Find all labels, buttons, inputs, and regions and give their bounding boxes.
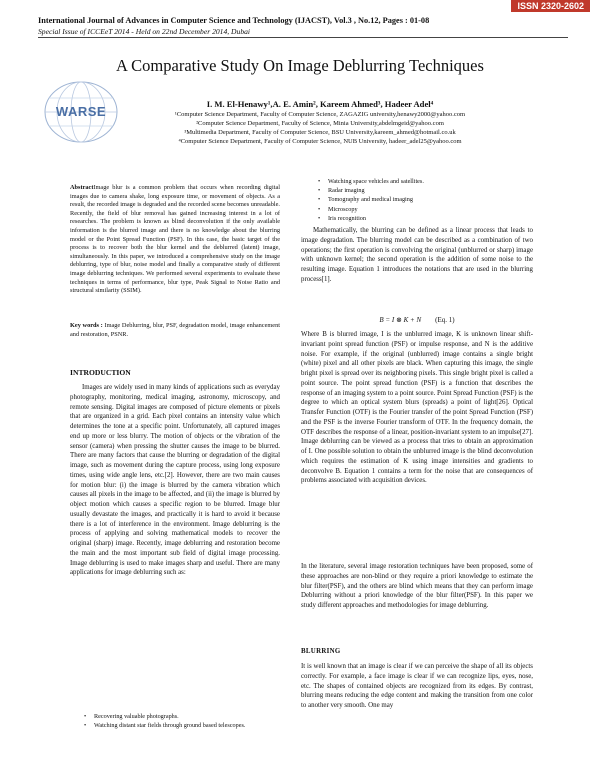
blurring-paragraph: It is well known that an image is clear if we can perceive the shape of all its objects correctly. For example, a face image is clear if we can recognize lips, eyes, nose, etc. The shapes of contained objects are recognized from its edges. By contrast, blurring means reducing the edge content and making the transition from one color to another very smooth. One may <box>301 663 533 709</box>
affiliation-3: ³Multimedia Department, Faculty of Computer Science, BSU University,kareem_ahmed@hotmail.co.uk <box>184 129 456 136</box>
affiliation-4: ⁴Computer Science Department, Faculty of Computer Science, NUB University, hadeer_adel25@yahoo.com <box>178 138 462 145</box>
author-list: I. M. El-Henawy¹,A. E. Amin², Kareem Ahmed³, Hadeer Adel⁴ <box>206 99 434 109</box>
equation-1 <box>301 316 533 324</box>
list-item: • Tomography and medical imaging <box>318 195 538 204</box>
equation-formula: B = I ⊗ K + N <box>379 316 422 324</box>
warse-logo-text: WARSE <box>55 104 107 119</box>
intro-text: Images are widely used in many kinds of applications such as everyday photography, monitoring, medical imaging, astronomy, microscopy, and remote sensing. Digital images are composed of picture elements or pixels that are organized in a grid. Each pixel contains an intensity value which determines the tone at a specific point. Unfortunately, all captured images end up more or less blurry. The motion of objects or the vibration of the sensor (camera) when pressing the shutter causes the image to be blurred. There are many factors that cause the blurring or degradation of the digital image, such as movement during the capture process, using long exposure times, using wide angle lens, etc.[2]. However, there are two main causes for motion blur: (i) the image is blurred by the camera vibration which causes all pixels in the image to be affected, and (ii) the image is blurred by object motion which causes a specific region to be blurred. Image blur usually devastate the images, and practically it is hard to avoid it because there is a lot of interference in the environment. Image deblurring is the process of applying and solving mathematical models to recover the original (sharp) image. Recently, image deblurring and restoration become the main and the most important sub field of digital image processing. Image deblurring is used to make images sharp and useful. There are many applications for image deblurring such as: <box>70 384 280 577</box>
list-item: • Microscopy <box>318 205 538 214</box>
list-item: • Watching space vehicles and satellites. <box>318 177 538 186</box>
header-rule <box>38 37 568 38</box>
applications-list-left <box>84 712 284 730</box>
blurring-model-paragraph: Mathematically, the blurring can be defined as a linear process that leads to image degradation. The blurring model can be described as a combination of two operations; the first operation is convolving the original (unblurred or sharp) image with unknown kernel; the second operation is the addition of some noise to the resulting image. Equation 1 introduces the notations that are used in the blurring process[1]. <box>301 227 533 283</box>
keywords-label: Key words : <box>70 322 103 329</box>
literature-paragraph: In the literature, several image restoration techniques have been proposed, some of these approaches are non-blind or they require a priori knowledge to estimate the blur filter(PSF), and the others are blind which means that they can perform image Deblurring without a priori knowledge of the blur filter(PSF). In this paper we study different approaches and methodologies for image deblurring. <box>301 563 533 609</box>
list-item: • Iris recognition <box>318 214 538 223</box>
special-issue-line: Special Issue of ICCEeT 2014 - Held on 22nd December 2014, Dubai <box>38 27 251 36</box>
list-item: • Watching distant star fields through ground based telescopes. <box>84 721 284 730</box>
list-item: • Recovering valuable photographs. <box>84 712 284 721</box>
blurring-heading: BLURRING <box>301 648 341 655</box>
applications-list-right <box>318 177 538 223</box>
equation-number: (Eq. 1) <box>435 316 455 324</box>
intro-heading: INTRODUCTION <box>70 368 131 377</box>
abstract-text: Image blur is a common problem that occurs when recording digital images due to camera shake, long exposure time, or movement of objects. As a result, the recorded image is degraded and the recorded scene becomes unreadable. Recently, the field of blur removal has gained increasing interest in a lot of researches. The problem is known as blind deconvolution if the only available information is the blurred image and there is no knowledge about the blurring model or the Point Spread Function (PSF). In this case, the basic target of the process is to recover both the blur kernel and the deblurred (latent) image, simultaneously. In this paper, we introduced a comprehensive study on the image deblurring, type of blur, noise model and finally a comparative study of different image deblurring techniques. We performed several experiments to evaluate these techniques in terms of performance, blur type, Peak Signal to Noise Ratio and structural similarity (SSIM). <box>70 184 280 295</box>
keywords-text: Image Deblurring, blur, PSF, degradation model, image enhancement and restoration, PSNR. <box>70 322 280 338</box>
keywords <box>70 322 280 339</box>
abstract <box>70 184 280 296</box>
psf-paragraph: Where B is blurred image, I is the unblurred image, K is unknown linear shift-invariant point spread function (PSF) or impulse response, and N is the additive noise. For example, if the original (unblurred) image contains a single bright (white) pixel and all other pixels are black. When capturing this image, the single bright pixel is spread over its neighboring pixels. This single bright pixel is called a point source. The point spread function (PSF) is a function that describes the response of an imaging system to a point source. Point Spread Function (PSF) is the degree to which an optical system blurs (spreads) a point of light[26]. Optical Transfer Function (OTF) is the Fourier transfer of the point Spread Function (PSF) and the PSF is the inverse Fourier transform of OTF. In the frequency domain, the OTF describes the response of a linear, position-invariant system to an impulse[27]. Image deblurring can be viewed as a process that tries to obtain an approximation of I. One possible solution to obtain the unblurred image is the blind deconvolution which requires the estimation of K using image intensities and gradients to deconvolve B. Equation 1 contains a term for the noise that are consequences of problems associated with acquisition devices. <box>301 331 533 485</box>
list-item: • Radar imaging <box>318 186 538 195</box>
journal-header: International Journal of Advances in Computer Science and Technology (IJACST), Vol.3 , No.12, Pages : 01-08 <box>38 16 430 25</box>
affiliation-2: ²Computer Science Department, Faculty of Science, Minia University,abdelmgeid@yahoo.com <box>196 120 444 127</box>
affiliation-1: ¹Computer Science Department, Faculty of Computer Science, ZAGAZIG university,henawy2000@yahoo.com <box>174 111 466 118</box>
abstract-label: Abstract <box>70 184 94 191</box>
issn-badge: ISSN 2320-2602 <box>511 0 590 12</box>
paper-title: A Comparative Study On Image Deblurring Techniques <box>116 56 484 75</box>
